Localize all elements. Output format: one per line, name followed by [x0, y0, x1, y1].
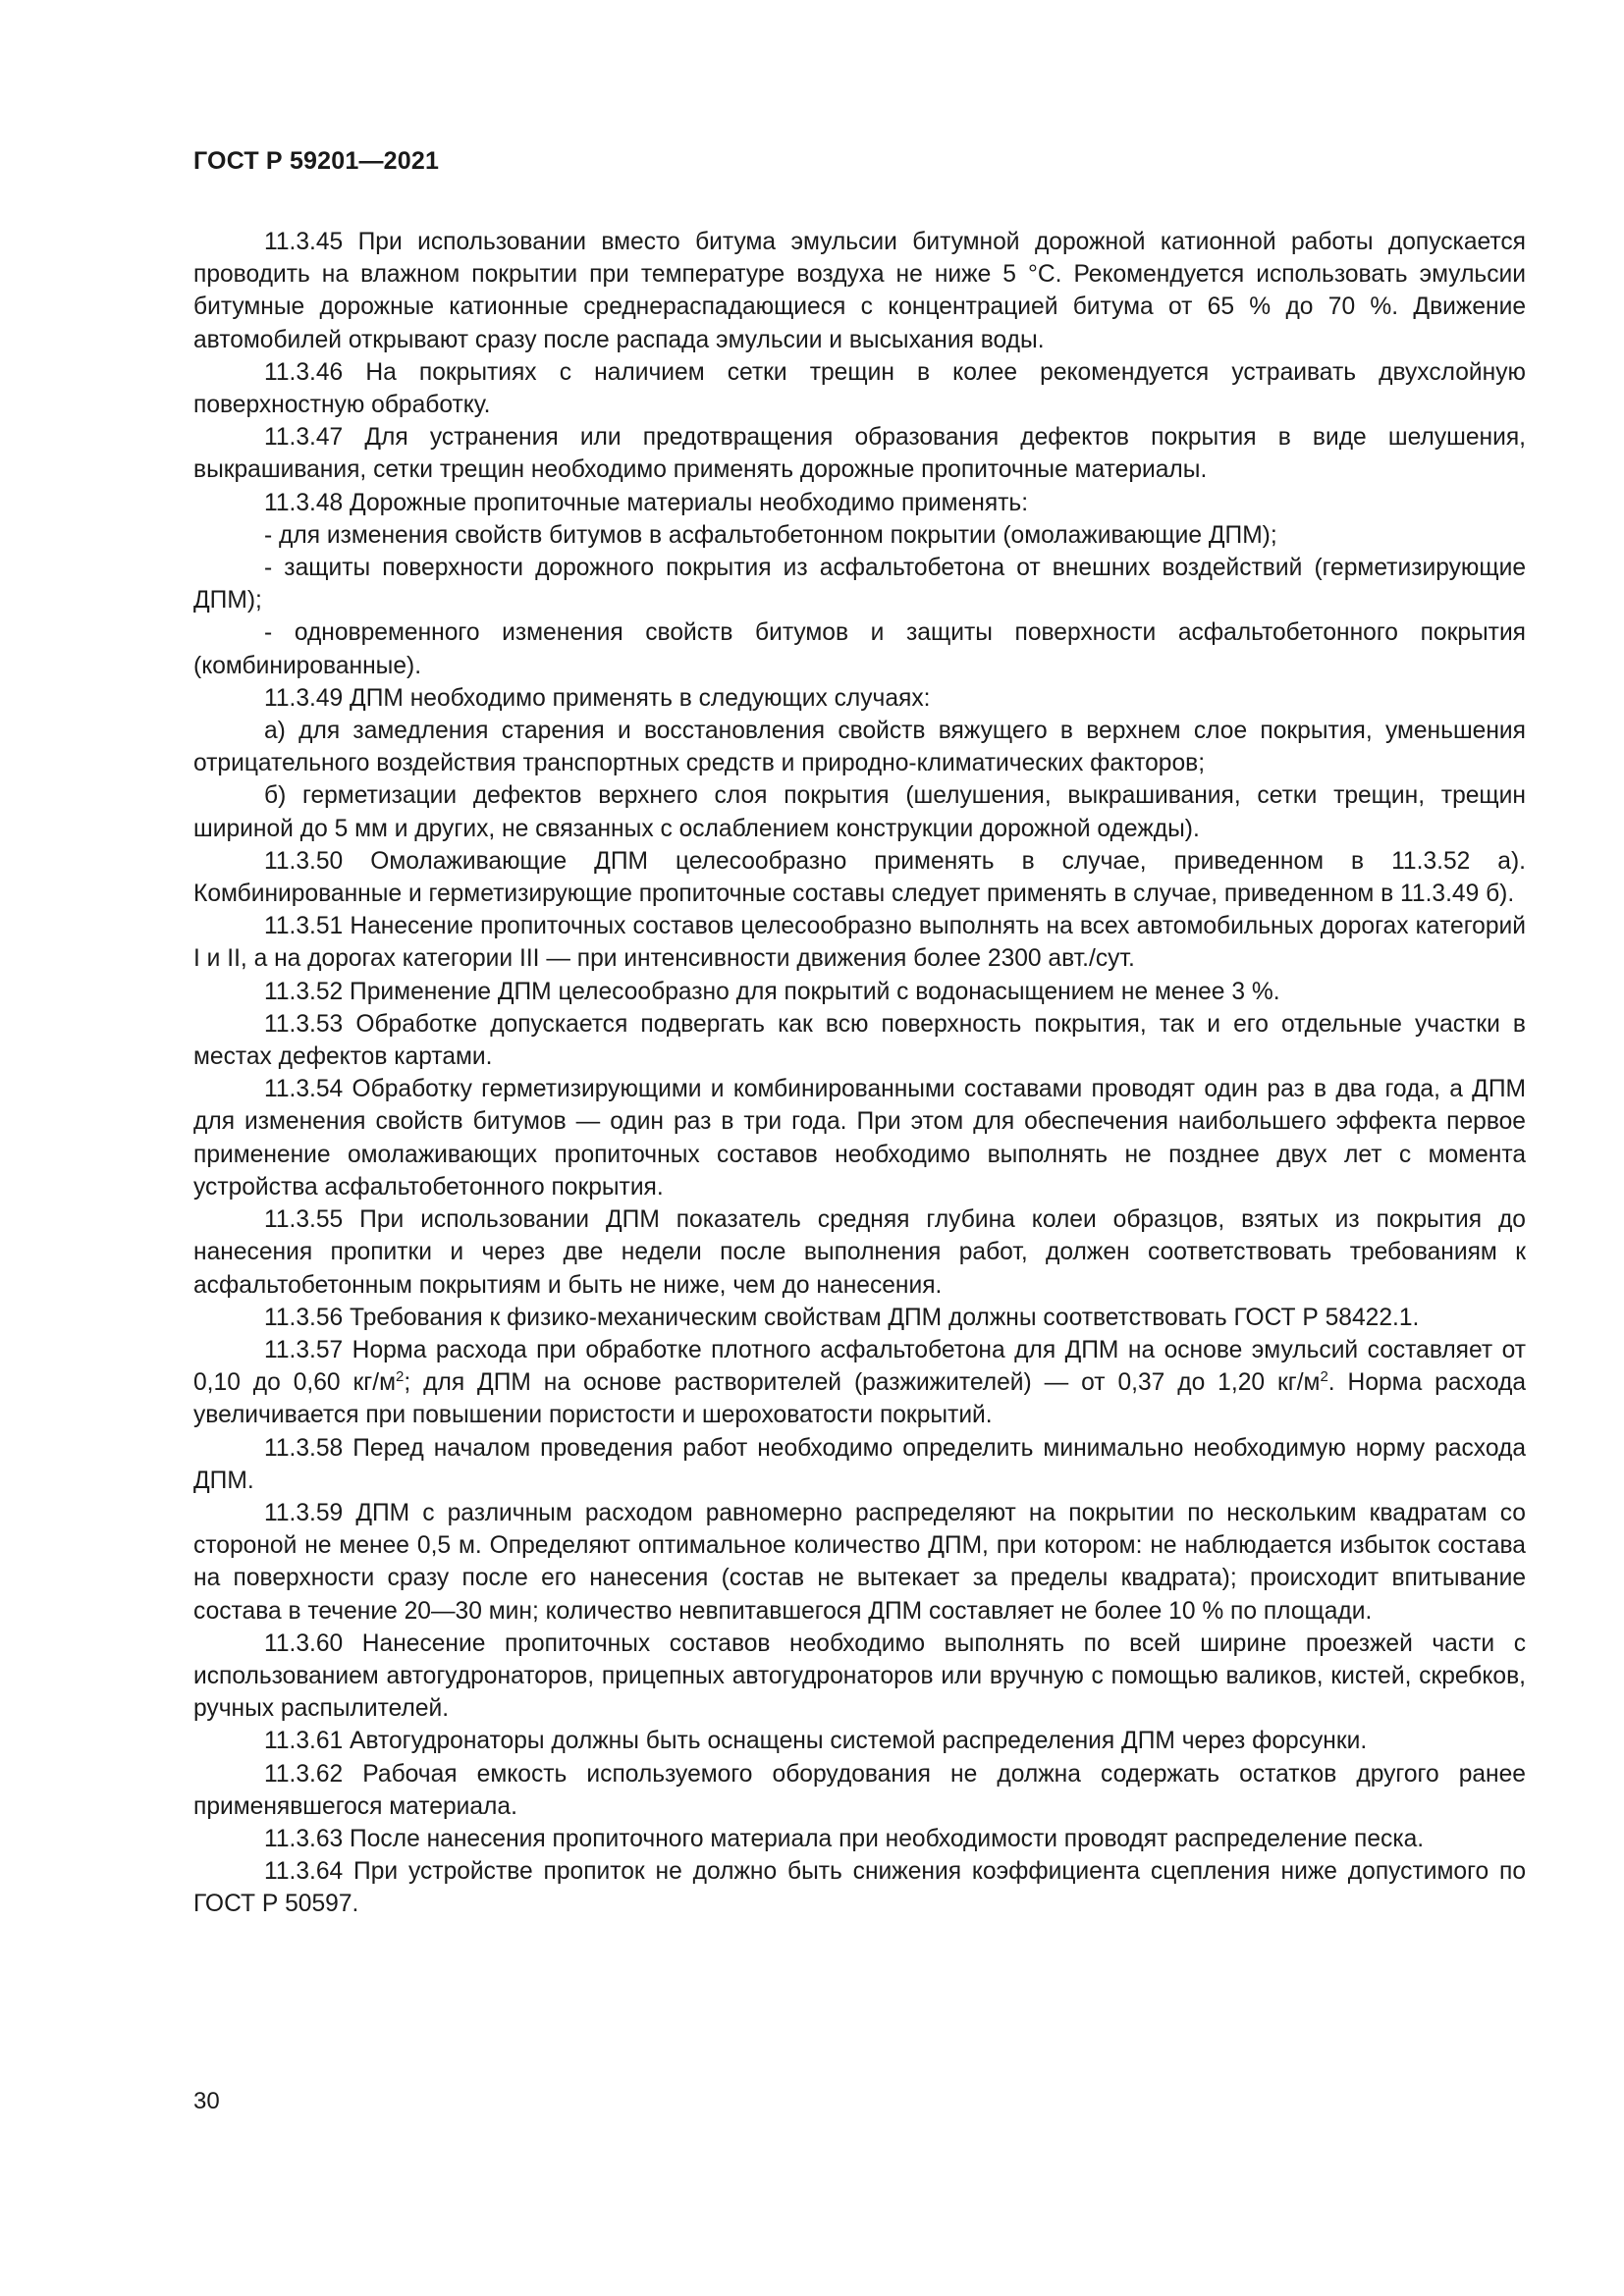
list-item: - для изменения свойств битумов в асфальтобетонном покрытии (омолаживающие ДПМ); — [264, 521, 1277, 549]
text-span: ; для ДПМ на основе растворителей (разжижителей) — от 0,37 до 1,20 кг/м — [404, 1369, 1321, 1397]
superscript: 2 — [396, 1368, 405, 1386]
paragraph: 11.3.48 Дорожные пропиточные материалы необходимо применять: — [264, 489, 1029, 516]
text-span: . Норма расхода увеличивается при повышении пористости и шероховатости покрытий. — [193, 1369, 1527, 1429]
paragraph: 11.3.55 При использовании ДПМ показатель средняя глубина колеи образцов, взятых из покрытия до нанесения пропитки и через две недели после выполнения работ, должен соответствовать требованиям к асфальтобетонным покрытиям и быть не ниже, чем до нанесения. — [193, 1206, 1526, 1299]
superscript: 2 — [1320, 1368, 1328, 1386]
paragraph: 11.3.54 Обработку герметизирующими и комбинированными составами проводят один раз в два года, а ДПМ для изменения свойств битумов — один раз в три года. При этом для обеспечения наибольшего эффекта первое применение омолаживающих пропиточных составов необходимо выполнять не позднее двух лет с момента устройства асфальтобетонного покрытия. — [193, 1076, 1526, 1201]
paragraph: 11.3.50 Омолаживающие ДПМ целесообразно применять в случае, приведенном в 11.3.52 а). Комбинированные и герметизирующие пропиточные составы следует применять в случае, приведенном в 11.3.49 б). — [193, 847, 1526, 908]
paragraph: 11.3.49 ДПМ необходимо применять в следующих случаях: — [264, 684, 931, 712]
document-header: ГОСТ Р 59201—2021 — [193, 147, 440, 175]
document-body — [193, 226, 1526, 1921]
list-item: - защиты поверхности дорожного покрытия из асфальтобетона от внешних воздействий (герметизирующие ДПМ); — [193, 555, 1526, 614]
paragraph: 11.3.63 После нанесения пропиточного материала при необходимости проводят распределение песка. — [264, 1825, 1425, 1852]
paragraph: 11.3.64 При устройстве пропиток не должно быть снижения коэффициента сцепления ниже допустимого по ГОСТ Р 50597. — [193, 1858, 1526, 1918]
paragraph: 11.3.56 Требования к физико-механическим свойствам ДПМ должны соответствовать ГОСТ Р 58422.1. — [264, 1304, 1420, 1331]
text-span: 11.3.57 Норма расхода при обработке плотного асфальтобетона для ДПМ на основе эмульсий составляет от 0,10 до 0,60 кг/м — [193, 1336, 1526, 1397]
paragraph: 11.3.53 Обработке допускается подвергать как всю поверхность покрытия, так и его отдельные участки в местах дефектов картами. — [193, 1010, 1526, 1071]
paragraph: 11.3.60 Нанесение пропиточных составов необходимо выполнять по всей ширине проезжей части с использованием автогудронаторов, прицепных автогудронаторов или вручную с помощью валиков, кистей, скребков, ручных распылителей. — [193, 1629, 1526, 1723]
list-item: - одновременного изменения свойств битумов и защиты поверхности асфальтобетонного покрытия (комбинированные). — [193, 619, 1526, 679]
paragraph-11-3-57 — [193, 1334, 1526, 1432]
list-item: б) герметизации дефектов верхнего слоя покрытия (шелушения, выкрашивания, сетки трещин, трещин шириной до 5 мм и других, не связанных с ослаблением конструкции дорожной одежды). — [193, 782, 1526, 842]
list-item: а) для замедления старения и восстановления свойств вяжущего в верхнем слое покрытия, уменьшения отрицательного воздействия транспортных средств и природно-климатических факторов; — [193, 718, 1526, 777]
paragraph: 11.3.51 Нанесение пропиточных составов целесообразно выполнять на всех автомобильных дорогах категорий I и II, а на дорогах категории III — при интенсивности движения более 2300 авт./сут. — [193, 913, 1526, 973]
paragraph: 11.3.61 Автогудронаторы должны быть оснащены системой распределения ДПМ через форсунки. — [264, 1728, 1368, 1755]
paragraph: 11.3.58 Перед началом проведения работ необходимо определить минимально необходимую норму расхода ДПМ. — [193, 1434, 1526, 1494]
paragraph: 11.3.46 На покрытиях с наличием сетки трещин в колее рекомендуется устраивать двухслойную поверхностную обработку. — [193, 358, 1526, 419]
paragraph: 11.3.47 Для устранения или предотвращения образования дефектов покрытия в виде шелушения, выкрашивания, сетки трещин необходимо применять дорожные пропиточные материалы. — [193, 424, 1526, 484]
paragraph: 11.3.52 Применение ДПМ целесообразно для покрытий с водонасыщением не менее 3 %. — [264, 978, 1280, 1005]
paragraph: 11.3.45 При использовании вместо битума эмульсии битумной дорожной катионной работы допускается проводить на влажном покрытии при температуре воздуха не ниже 5 °С. Рекомендуется использовать эмульсии битумные дорожные катионные среднераспадающиеся с концентрацией битума от 65 % до 70 %. Движение автомобилей открывают сразу после распада эмульсии и высыхания воды. — [193, 229, 1526, 353]
paragraph: 11.3.59 ДПМ с различным расходом равномерно распределяют на покрытии по нескольким квадратам со стороной не менее 0,5 м. Определяют оптимальное количество ДПМ, при котором: не наблюдается избыток состава на поверхности сразу после его нанесения (состав не вытекает за пределы квадрата); происходит впитывание состава в течение 20—30 мин; количество невпитавшегося ДПМ составляет не более 10 % по площади. — [193, 1499, 1526, 1625]
paragraph: 11.3.62 Рабочая емкость используемого оборудования не должна содержать остатков другого ранее применявшегося материала. — [193, 1760, 1526, 1820]
page-number: 30 — [193, 2088, 220, 2114]
